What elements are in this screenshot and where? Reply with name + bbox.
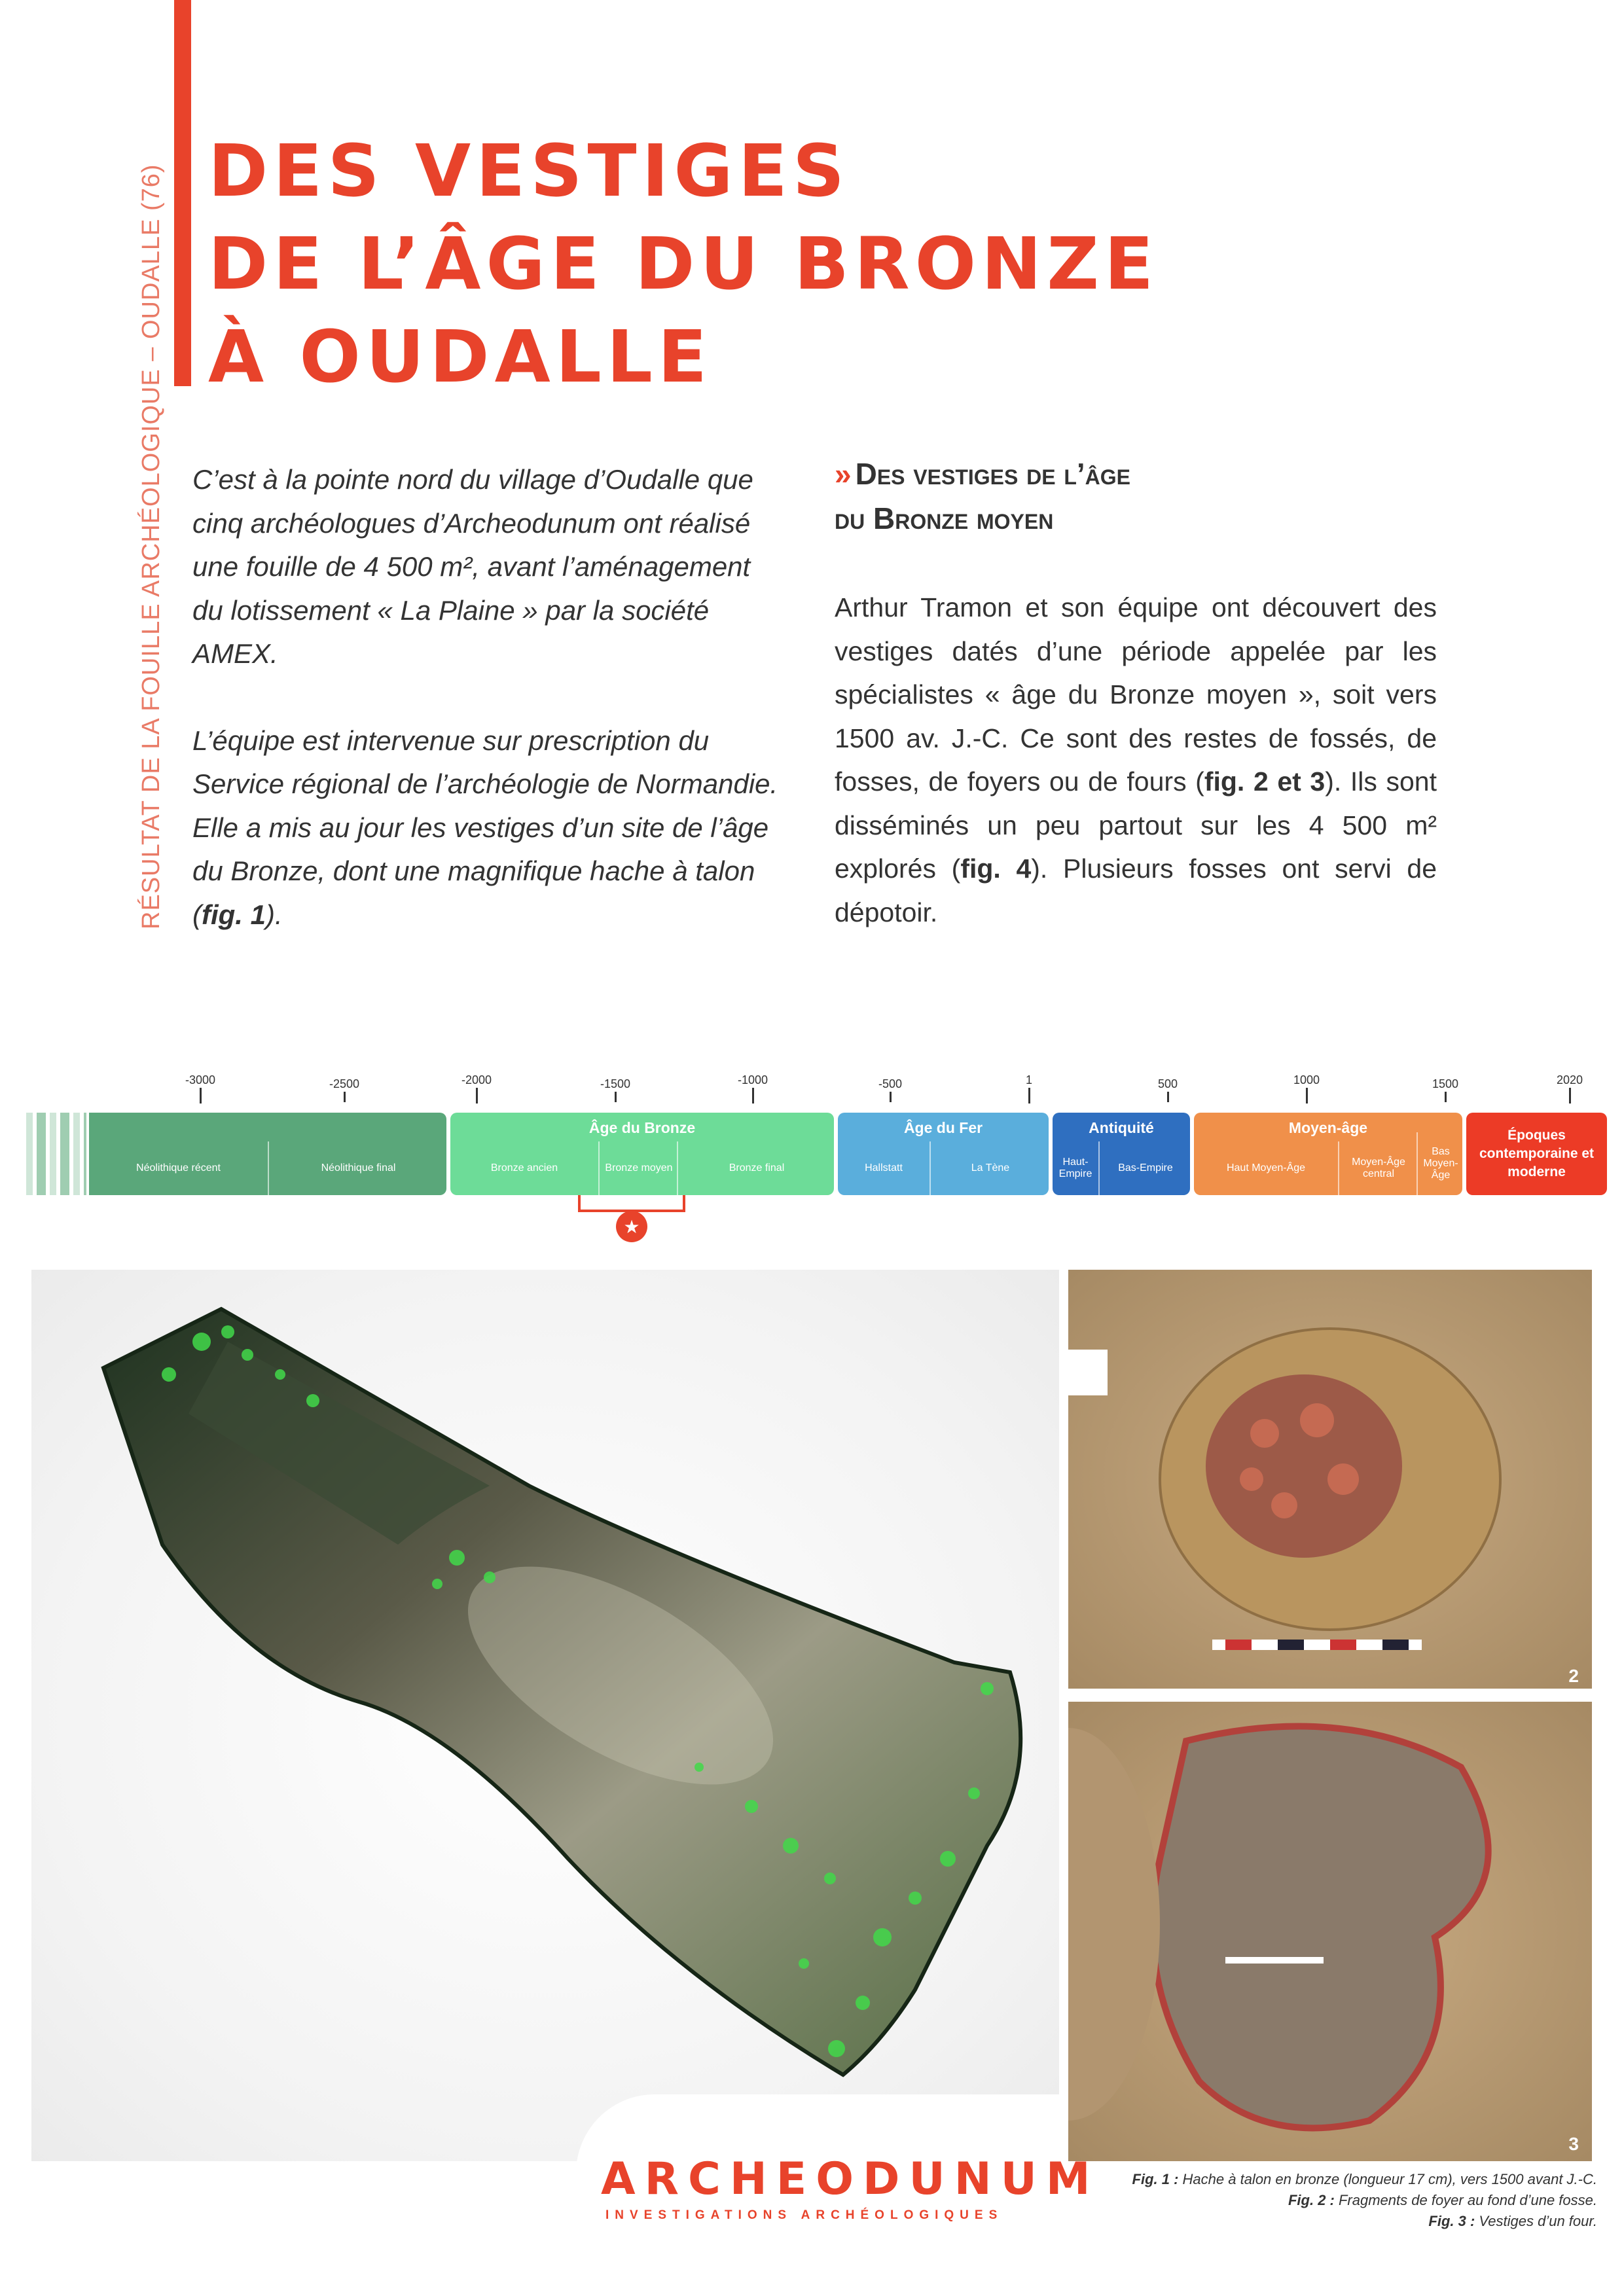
chronology-timeline [26,1060,1597,1244]
title-accent-bar [174,0,191,386]
intro-text [192,458,782,937]
era-modern-label: Époques contemporaine et moderne [1479,1128,1595,1179]
tick-mark [1569,1088,1571,1103]
page-title [208,124,1159,403]
tick-mark [200,1088,202,1103]
era-bronze-label: Âge du Bronze [588,1119,696,1136]
sidebar-caption: RÉSULTAT DE LA FOUILLE ARCHÉOLOGIQUE – OUDALLE (76) [137,164,165,929]
sub-neolithique-final: Néolithique final [268,1141,446,1195]
period-marker [576,1195,687,1244]
body-part-b: ). Ils sont disséminés un peu partout sur les 4 500 m² explorés ( [835,766,1437,884]
sub-neolithique-recent: Néolithique récent [136,1162,221,1174]
excavation-photos [1068,1270,1592,2161]
tick-label: 1000 [1293,1073,1320,1086]
tick-mark [476,1088,478,1103]
section-heading [835,452,1489,541]
body-part-c: ). Plusieurs fosses ont servi de dépotoir. [835,853,1437,927]
fig-ref-4: fig. 4 [960,853,1032,884]
caption-fig-3 [1060,2211,1597,2232]
caption-fig-1-label: Fig. 1 : [1132,2171,1179,2187]
archeodunum-logo: ARCHEODUNUM [601,2153,1100,2205]
heading-line-2: du Bronze moyen [835,501,1054,535]
era-fer [838,1113,1049,1195]
era-modern [1466,1113,1607,1195]
tick-label: -2000 [461,1073,492,1086]
sub-bronze-final: Bronze final [677,1141,834,1195]
tick-label: -2500 [329,1077,360,1090]
fig-3-number: 3 [1568,2134,1579,2154]
era-fade-stripes [26,1113,86,1195]
sub-bas-moyen-age: Bas Moyen-Âge [1416,1132,1462,1195]
intro-p2-end: ). [266,899,283,930]
tick-mark [1445,1092,1447,1102]
tick-mark [752,1088,754,1103]
era-moyen-age-label: Moyen-âge [1288,1119,1368,1136]
sub-hallstatt: Hallstatt [865,1162,903,1174]
tick-label: -1500 [600,1077,631,1090]
caption-fig-3-label: Fig. 3 : [1428,2213,1475,2229]
body-part-a: Arthur Tramon et son équipe ont découvert des vestiges datés d’une période appelée par les spécialistes « âge du Bronze moyen », soit vers 1500 av. J.-C. Ce sont des restes de fossés, de fosses, de foyers ou de fours ( [835,592,1437,797]
era-moyen-age [1194,1113,1462,1195]
sub-haut-moyen-age: Haut Moyen-Âge [1226,1162,1306,1174]
era-antiquite [1053,1113,1190,1195]
sub-bronze-moyen: Bronze moyen [598,1141,678,1195]
sub-bas-empire: Bas-Empire [1098,1141,1190,1195]
tick-mark [1306,1088,1308,1103]
caption-fig-2-text: Fragments de foyer au fond d’une fosse. [1334,2192,1597,2208]
bronze-axe-illustration [31,1270,1059,2161]
star-icon: ★ [623,1216,640,1238]
tick-mark [344,1092,346,1102]
sub-bronze-ancien: Bronze ancien [490,1162,558,1174]
title-line-3: À OUDALLE [208,315,713,399]
title-line-1: DES VESTIGES [208,129,850,213]
caption-fig-1 [1060,2169,1597,2190]
sub-la-tene: La Tène [929,1141,1049,1195]
fig-ref-1: fig. 1 [202,899,266,930]
tick-label: 1 [1025,1073,1033,1086]
tick-label: 500 [1157,1077,1178,1090]
caption-fig-2 [1060,2190,1597,2211]
tick-label: -3000 [185,1073,216,1086]
logo-tagline: INVESTIGATIONS ARCHÉOLOGIQUES [605,2208,1003,2222]
sub-moyen-age-central: Moyen-Âge central [1338,1141,1418,1195]
fig-ref-2-3: fig. 2 et 3 [1204,766,1326,797]
axe-photo [31,1270,1059,2161]
era-neolithique [89,1113,446,1195]
caption-fig-3-text: Vestiges d’un four. [1475,2213,1597,2229]
heading-line-1: Des vestiges de l’âge [855,457,1131,491]
tick-mark [1167,1092,1169,1102]
era-bronze [450,1113,834,1195]
figure-captions [1060,2169,1597,2232]
section-body [835,586,1437,934]
tick-mark [1028,1088,1030,1103]
intro-paragraph-2 [192,719,782,937]
tick-label: -500 [878,1077,903,1090]
title-line-2: DE L’ÂGE DU BRONZE [208,222,1159,306]
intro-paragraph-1: C’est à la pointe nord du village d’Oudalle que cinq archéologues d’Archeodunum ont réalisé une fouille de 4 500 m², avant l’aménagement du lotissement « La Plaine » par la société AMEX. [192,464,753,669]
fig-2-number: 2 [1568,1666,1579,1686]
tick-label: 2020 [1556,1073,1583,1086]
tick-mark [890,1092,892,1102]
chevron-icon: » [835,457,852,491]
era-fer-label: Âge du Fer [903,1119,983,1136]
tick-mark [615,1092,617,1102]
era-antiquite-label: Antiquité [1089,1119,1154,1136]
tick-label: -1000 [737,1073,768,1086]
sub-haut-empire: Haut-Empire [1058,1157,1092,1179]
caption-fig-1-text: Hache à talon en bronze (longueur 17 cm), vers 1500 avant J.-C. [1178,2171,1597,2187]
caption-fig-2-label: Fig. 2 : [1288,2192,1335,2208]
site-photos [1068,1270,1592,2161]
intro-p2-text: L’équipe est intervenue sur prescription du Service régional de l’archéologie de Normandie. Elle a mis au jour les vestiges d’un site de l’âge du Bronze, dont une magnifique hache à talon ( [192,725,778,930]
tick-label: 1500 [1432,1077,1459,1090]
